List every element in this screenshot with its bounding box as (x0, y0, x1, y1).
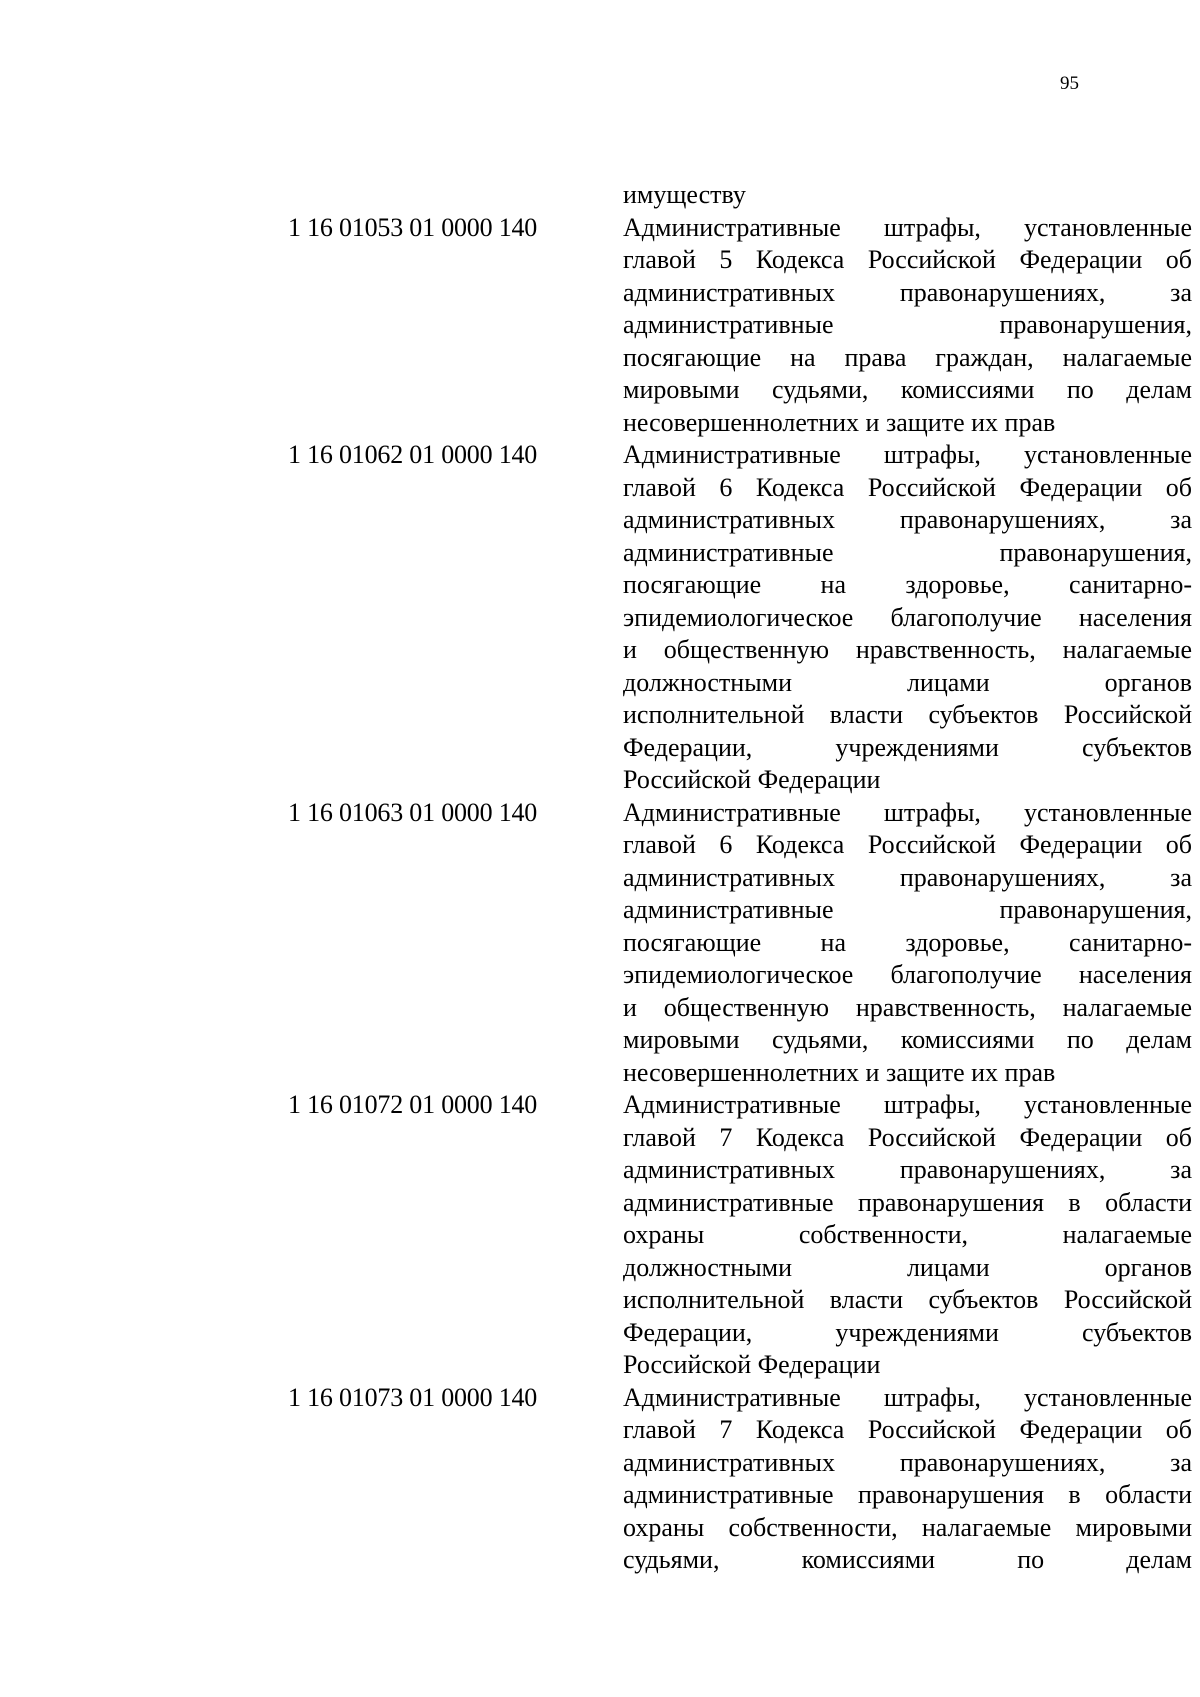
table-row (0, 1382, 1200, 1577)
budget-code: 1 16 01073 01 0000 140 (288, 1382, 538, 1412)
revenue-description (623, 1089, 1192, 1382)
text-line: имуществу (623, 180, 746, 209)
budget-code: 1 16 01063 01 0000 140 (288, 797, 538, 827)
table-row (0, 1089, 1200, 1382)
text-line: Административные штрафы, установленные (623, 797, 1192, 827)
text-line: главой 6 Кодекса Российской Федерации об (623, 830, 1192, 859)
table-row (0, 797, 1200, 1090)
text-line: и общественную нравственность, налагаемые (623, 992, 1192, 1022)
entry-list (0, 212, 1200, 1577)
text-line: административных правонарушениях, за (623, 1155, 1192, 1184)
text-line: и общественную нравственность, налагаемые (623, 635, 1192, 664)
text-line: административные правонарушения, (623, 537, 1192, 567)
text-line: административных правонарушениях, за (623, 505, 1192, 534)
text-line: Федерации, учреждениями субъектов (623, 732, 1192, 762)
budget-code: 1 16 01072 01 0000 140 (288, 1090, 538, 1119)
text-line: административные правонарушения, (623, 895, 1192, 924)
table-row (0, 439, 1200, 797)
text-line: административные правонарушения в области (623, 1480, 1192, 1509)
text-line: посягающие на здоровье, санитарно- (623, 570, 1192, 599)
text-line: Административные штрафы, установленные (623, 1090, 1192, 1119)
empty-code-cell (0, 179, 623, 212)
text-line: Российской Федерации (623, 765, 881, 794)
text-line: мировыми судьями, комиссиями по делам (623, 1025, 1192, 1054)
budget-code: 1 16 01053 01 0000 140 (288, 212, 538, 242)
text-line: эпидемиологическое благополучие населения (623, 960, 1192, 989)
text-line: Административные штрафы, установленные (623, 212, 1192, 242)
text-line: административных правонарушениях, за (623, 1447, 1192, 1477)
page-number: 95 (1060, 73, 1079, 94)
text-line: должностными лицами органов (623, 1252, 1192, 1282)
text-line: Административные штрафы, установленные (623, 440, 1192, 469)
text-line: главой 7 Кодекса Российской Федерации об (623, 1122, 1192, 1152)
text-line: административных правонарушениях, за (623, 277, 1192, 307)
text-line: эпидемиологическое благополучие населения (623, 602, 1192, 632)
text-line: Федерации, учреждениями субъектов (623, 1317, 1192, 1347)
text-line: административные правонарушения, (623, 310, 1192, 339)
continuation-row (0, 179, 1200, 212)
text-line: несовершеннолетних и защите их прав (623, 407, 1056, 437)
text-line: несовершеннолетних и защите их прав (623, 1057, 1056, 1087)
text-line: исполнительной власти субъектов Российской (623, 700, 1192, 729)
text-line: Российской Федерации (623, 1350, 881, 1379)
text-line: мировыми судьями, комиссиями по делам (623, 375, 1192, 404)
text-line: посягающие на права граждан, налагаемые (623, 342, 1192, 372)
continuation-text (623, 179, 1192, 212)
text-line: охраны собственности, налагаемые мировыми (623, 1512, 1192, 1542)
text-line: административных правонарушениях, за (623, 862, 1192, 892)
revenue-description (623, 797, 1192, 1090)
text-line: исполнительной власти субъектов Российской (623, 1285, 1192, 1314)
text-line: административные правонарушения в области (623, 1187, 1192, 1217)
text-line: главой 5 Кодекса Российской Федерации об (623, 245, 1192, 274)
text-line: Административные штрафы, установленные (623, 1382, 1192, 1412)
text-line: главой 6 Кодекса Российской Федерации об (623, 472, 1192, 502)
budget-code-table (0, 179, 1200, 1577)
revenue-description (623, 212, 1192, 440)
revenue-description (623, 439, 1192, 797)
text-line: посягающие на здоровье, санитарно- (623, 927, 1192, 957)
text-line: главой 7 Кодекса Российской Федерации об (623, 1415, 1192, 1444)
text-line: охраны собственности, налагаемые (623, 1220, 1192, 1249)
text-line: должностными лицами органов (623, 667, 1192, 697)
text-line: судьями, комиссиями по делам (623, 1545, 1192, 1574)
table-row (0, 212, 1200, 440)
revenue-description (623, 1382, 1192, 1577)
budget-code: 1 16 01062 01 0000 140 (288, 440, 538, 469)
